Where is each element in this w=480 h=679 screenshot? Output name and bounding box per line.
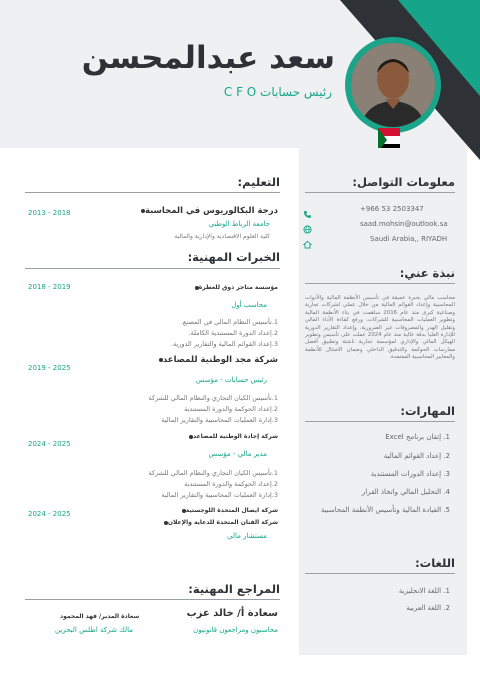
contact-email: saad.mohsin@outlook.sa [360,220,448,228]
job-company: شركة الفنان المتحدة للدعاية والإعلان [160,519,278,526]
language-item: 1. اللغة الانجليزية [398,587,450,595]
job-company: شركة إجادة الوطنية للمصاعد [185,433,278,440]
skill-item: 2. إعداد القوائم المالية [383,452,450,460]
references-heading: المراجع المهنية: [188,582,280,596]
job-bullet: 3.إدارة العمليات المحاسبية والتقارير المالية [161,416,278,424]
job-bullet: 2.إعداد الدورة المستندية الكاملة. [188,329,278,337]
experience-heading: الخبرات المهنية: [187,250,280,264]
section-divider [25,599,280,600]
reference-org: مالك شركة اطلس البحرين [55,626,134,634]
reference-org: محاسبون ومراجعون قانونيون [193,626,278,634]
home-icon [303,234,312,243]
contact-address: Saudi Arabia,, RIYADH [370,235,448,243]
job-date: 2019 - 2025 [28,364,71,372]
job-company: مؤسسة متاجر ذوق للعطرة [191,284,278,291]
university-name: جامعة الرباط الوطني [208,220,270,228]
job-title: رئيس حسابات C F O [223,85,332,99]
job-role: مستشار مالي [227,532,267,540]
job-bullet: 3.إعداد القوائم المالية والتقارير الدورية. [170,340,278,348]
reference-name: سعادة أ/ خالد عزب [186,608,278,619]
reference-name: سعادة المدير/ فهد المحمود [60,613,140,620]
job-date: 2024 - 2025 [28,440,71,448]
skill-item: 5. القيادة المالية وتأسيس الأنظمة المحاسبية [320,506,450,514]
job-role: رئيس حسابات - مؤسس [195,376,267,384]
degree-title: درجة البكالوريوس في المحاسبة [137,206,278,216]
job-bullet: 1.تأسيس النظام المالي في المصنع. [180,318,278,326]
job-bullet: 1.تأسيس الكيان التجاري والنظام المالي للشركة [148,469,278,477]
job-bullet: 3.إدارة العمليات المحاسبية والتقارير المالية [161,491,278,499]
contact-phone: +966 53 2503347 [360,205,424,213]
about-text: محاسب مالي بخبرة عميقة في تأسيس الأنظمة المالية والأدوات المحاسبية وإعداد القوائم المالية من خلال عملي لشركات تجارية وصناعية كبرى منذ عام 2016 ساهمت في بناء الأنظمة المالية وتطوير العمليات المحاسبية للشركات، ورفع كفاءة الأداء المالي وتقليل الهدر والمصروفات غير الضرورية، وإعداد التقارير الدورية للإدارة العليا بدقة عالية منذ عام 2024 عملت على تأسيس وتطوير الهيكل المالي والإداري لمؤسسة تجارية ناشئة وتطبيق أفضل ممارسات الحوكمة والتدقيق الداخلي وضمان الامتثال للأنظمة والمعايير المحاسبية المعتمدة. [305,295,455,361]
section-divider [25,192,280,193]
languages-heading: اللغات: [415,556,455,570]
skill-item: 4. التحليل المالي واتخاذ القرار [361,488,450,496]
job-company: شركة ايصال المتحدة اللوجستية [178,507,278,514]
job-date: 2018 - 2019 [28,283,71,291]
section-divider [305,573,455,574]
section-divider [305,283,455,284]
education-heading: التعليم: [237,175,280,189]
skill-item: 3. إعداد الدورات المستندية [370,470,450,478]
person-name: سعد عبدالمحسن [81,40,335,76]
education-date: 2013 - 2018 [28,209,71,217]
language-item: 2. اللغة العربية [406,604,450,612]
about-heading: نبذة عني: [399,266,455,280]
section-divider [305,421,455,422]
contact-heading: معلومات التواصل: [352,175,455,189]
section-divider [305,192,455,193]
job-bullet: 2.إعداد الحوكمة والدورة المستندية [184,405,278,413]
globe-icon [303,219,312,228]
job-bullet: 1.تأسيس الكيان التجاري والنظام المالي للشركة [148,394,278,402]
skills-heading: المهارات: [400,404,455,418]
job-bullet: 2.إعداد الحوكمة والدورة المستندية [184,480,278,488]
profile-photo [351,43,435,127]
section-divider [25,268,280,269]
job-role: مدير مالي - مؤسس [208,450,267,458]
job-date: 2024 - 2025 [28,510,71,518]
faculty-name: كلية العلوم الاقتصادية والإدارية والمالية [174,233,270,240]
phone-icon [303,204,312,213]
job-company: شركة مجد الوطنية للمصاعد [155,355,278,365]
skill-item: 1. إتقان برنامج Excel [385,433,450,441]
job-role: محاسب أول [231,301,267,309]
